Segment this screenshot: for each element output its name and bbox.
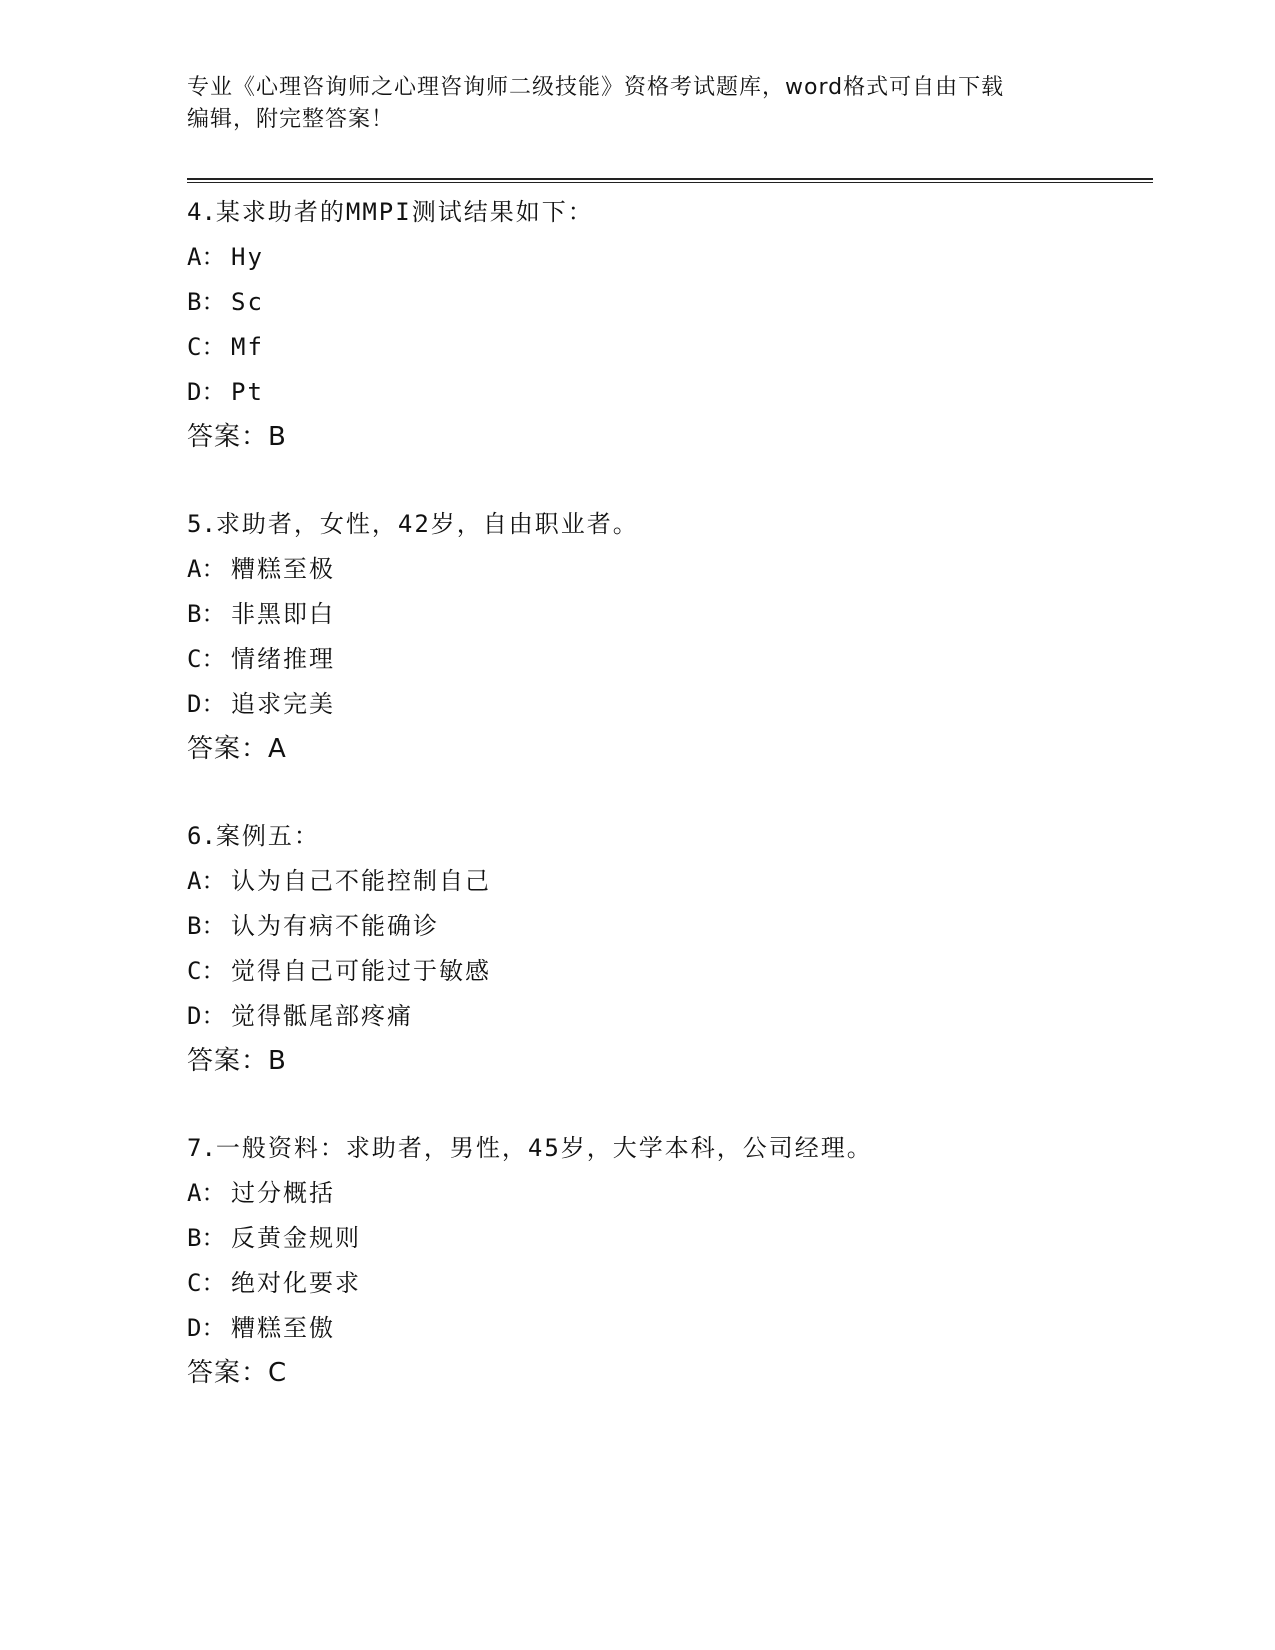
option-text: Sc	[231, 288, 264, 316]
option-letter: C：	[187, 333, 226, 361]
option-letter: A：	[187, 867, 226, 895]
option-a	[187, 1171, 1153, 1216]
question-stem	[187, 1126, 1153, 1171]
option-a	[187, 235, 1153, 280]
question-list	[187, 190, 1153, 1438]
option-b	[187, 904, 1153, 949]
option-text: Mf	[231, 333, 264, 361]
option-d	[187, 370, 1153, 415]
option-b	[187, 280, 1153, 325]
option-text: 觉得骶尾部疼痛	[231, 1002, 413, 1030]
question-7	[187, 1126, 1153, 1396]
answer-line: 答案：B	[187, 1046, 287, 1076]
question-text: 案例五：	[215, 822, 320, 850]
question-stem	[187, 814, 1153, 859]
option-b	[187, 592, 1153, 637]
option-letter: D：	[187, 378, 226, 406]
option-letter: D：	[187, 690, 226, 718]
option-text: 绝对化要求	[231, 1269, 361, 1297]
question-5	[187, 502, 1153, 772]
question-number: 6.	[187, 822, 216, 850]
option-c	[187, 1261, 1153, 1306]
option-text: 非黑即白	[231, 600, 335, 628]
answer-line: 答案：A	[187, 734, 287, 764]
option-letter: B：	[187, 1224, 226, 1252]
option-letter: A：	[187, 1179, 226, 1207]
option-a	[187, 547, 1153, 592]
option-d	[187, 994, 1153, 1039]
option-text: 认为有病不能确诊	[231, 912, 439, 940]
question-stem	[187, 190, 1153, 235]
option-text: 认为自己不能控制自己	[231, 867, 491, 895]
question-number: 7.	[187, 1134, 216, 1162]
option-c	[187, 637, 1153, 682]
option-text: 情绪推理	[231, 645, 335, 673]
option-d	[187, 1306, 1153, 1351]
question-4	[187, 190, 1153, 460]
option-text: Pt	[231, 378, 264, 406]
header-divider	[187, 178, 1153, 183]
header-line-1: 专业《心理咨询师之心理咨询师二级技能》资格考试题库，word格式可自由下载	[187, 75, 1005, 100]
question-text: 一般资料：求助者，男性，45岁，大学本科，公司经理。	[215, 1134, 873, 1162]
option-text: 追求完美	[231, 690, 335, 718]
option-c	[187, 325, 1153, 370]
answer-line: 答案：B	[187, 422, 287, 452]
option-text: 觉得自己可能过于敏感	[231, 957, 491, 985]
option-letter: C：	[187, 957, 226, 985]
option-c	[187, 949, 1153, 994]
option-letter: B：	[187, 288, 226, 316]
option-letter: D：	[187, 1002, 226, 1030]
question-number: 5.	[187, 510, 216, 538]
option-text: 过分概括	[231, 1179, 335, 1207]
option-b	[187, 1216, 1153, 1261]
question-number: 4.	[187, 198, 216, 226]
question-6	[187, 814, 1153, 1084]
option-letter: A：	[187, 243, 226, 271]
option-text: Hy	[231, 243, 264, 271]
question-text: 求助者，女性，42岁，自由职业者。	[215, 510, 639, 538]
answer-line: 答案：C	[187, 1358, 288, 1388]
option-d	[187, 682, 1153, 727]
option-letter: C：	[187, 1269, 226, 1297]
option-letter: A：	[187, 555, 226, 583]
option-letter: B：	[187, 600, 226, 628]
question-stem	[187, 502, 1153, 547]
option-text: 糟糕至极	[231, 555, 335, 583]
option-letter: D：	[187, 1314, 226, 1342]
option-text: 糟糕至傲	[231, 1314, 335, 1342]
option-letter: C：	[187, 645, 226, 673]
option-letter: B：	[187, 912, 226, 940]
option-a	[187, 859, 1153, 904]
option-text: 反黄金规则	[231, 1224, 361, 1252]
document-header	[187, 72, 1087, 136]
question-text: 某求助者的MMPI测试结果如下：	[215, 198, 594, 226]
header-line-2: 编辑，附完整答案！	[187, 107, 395, 132]
